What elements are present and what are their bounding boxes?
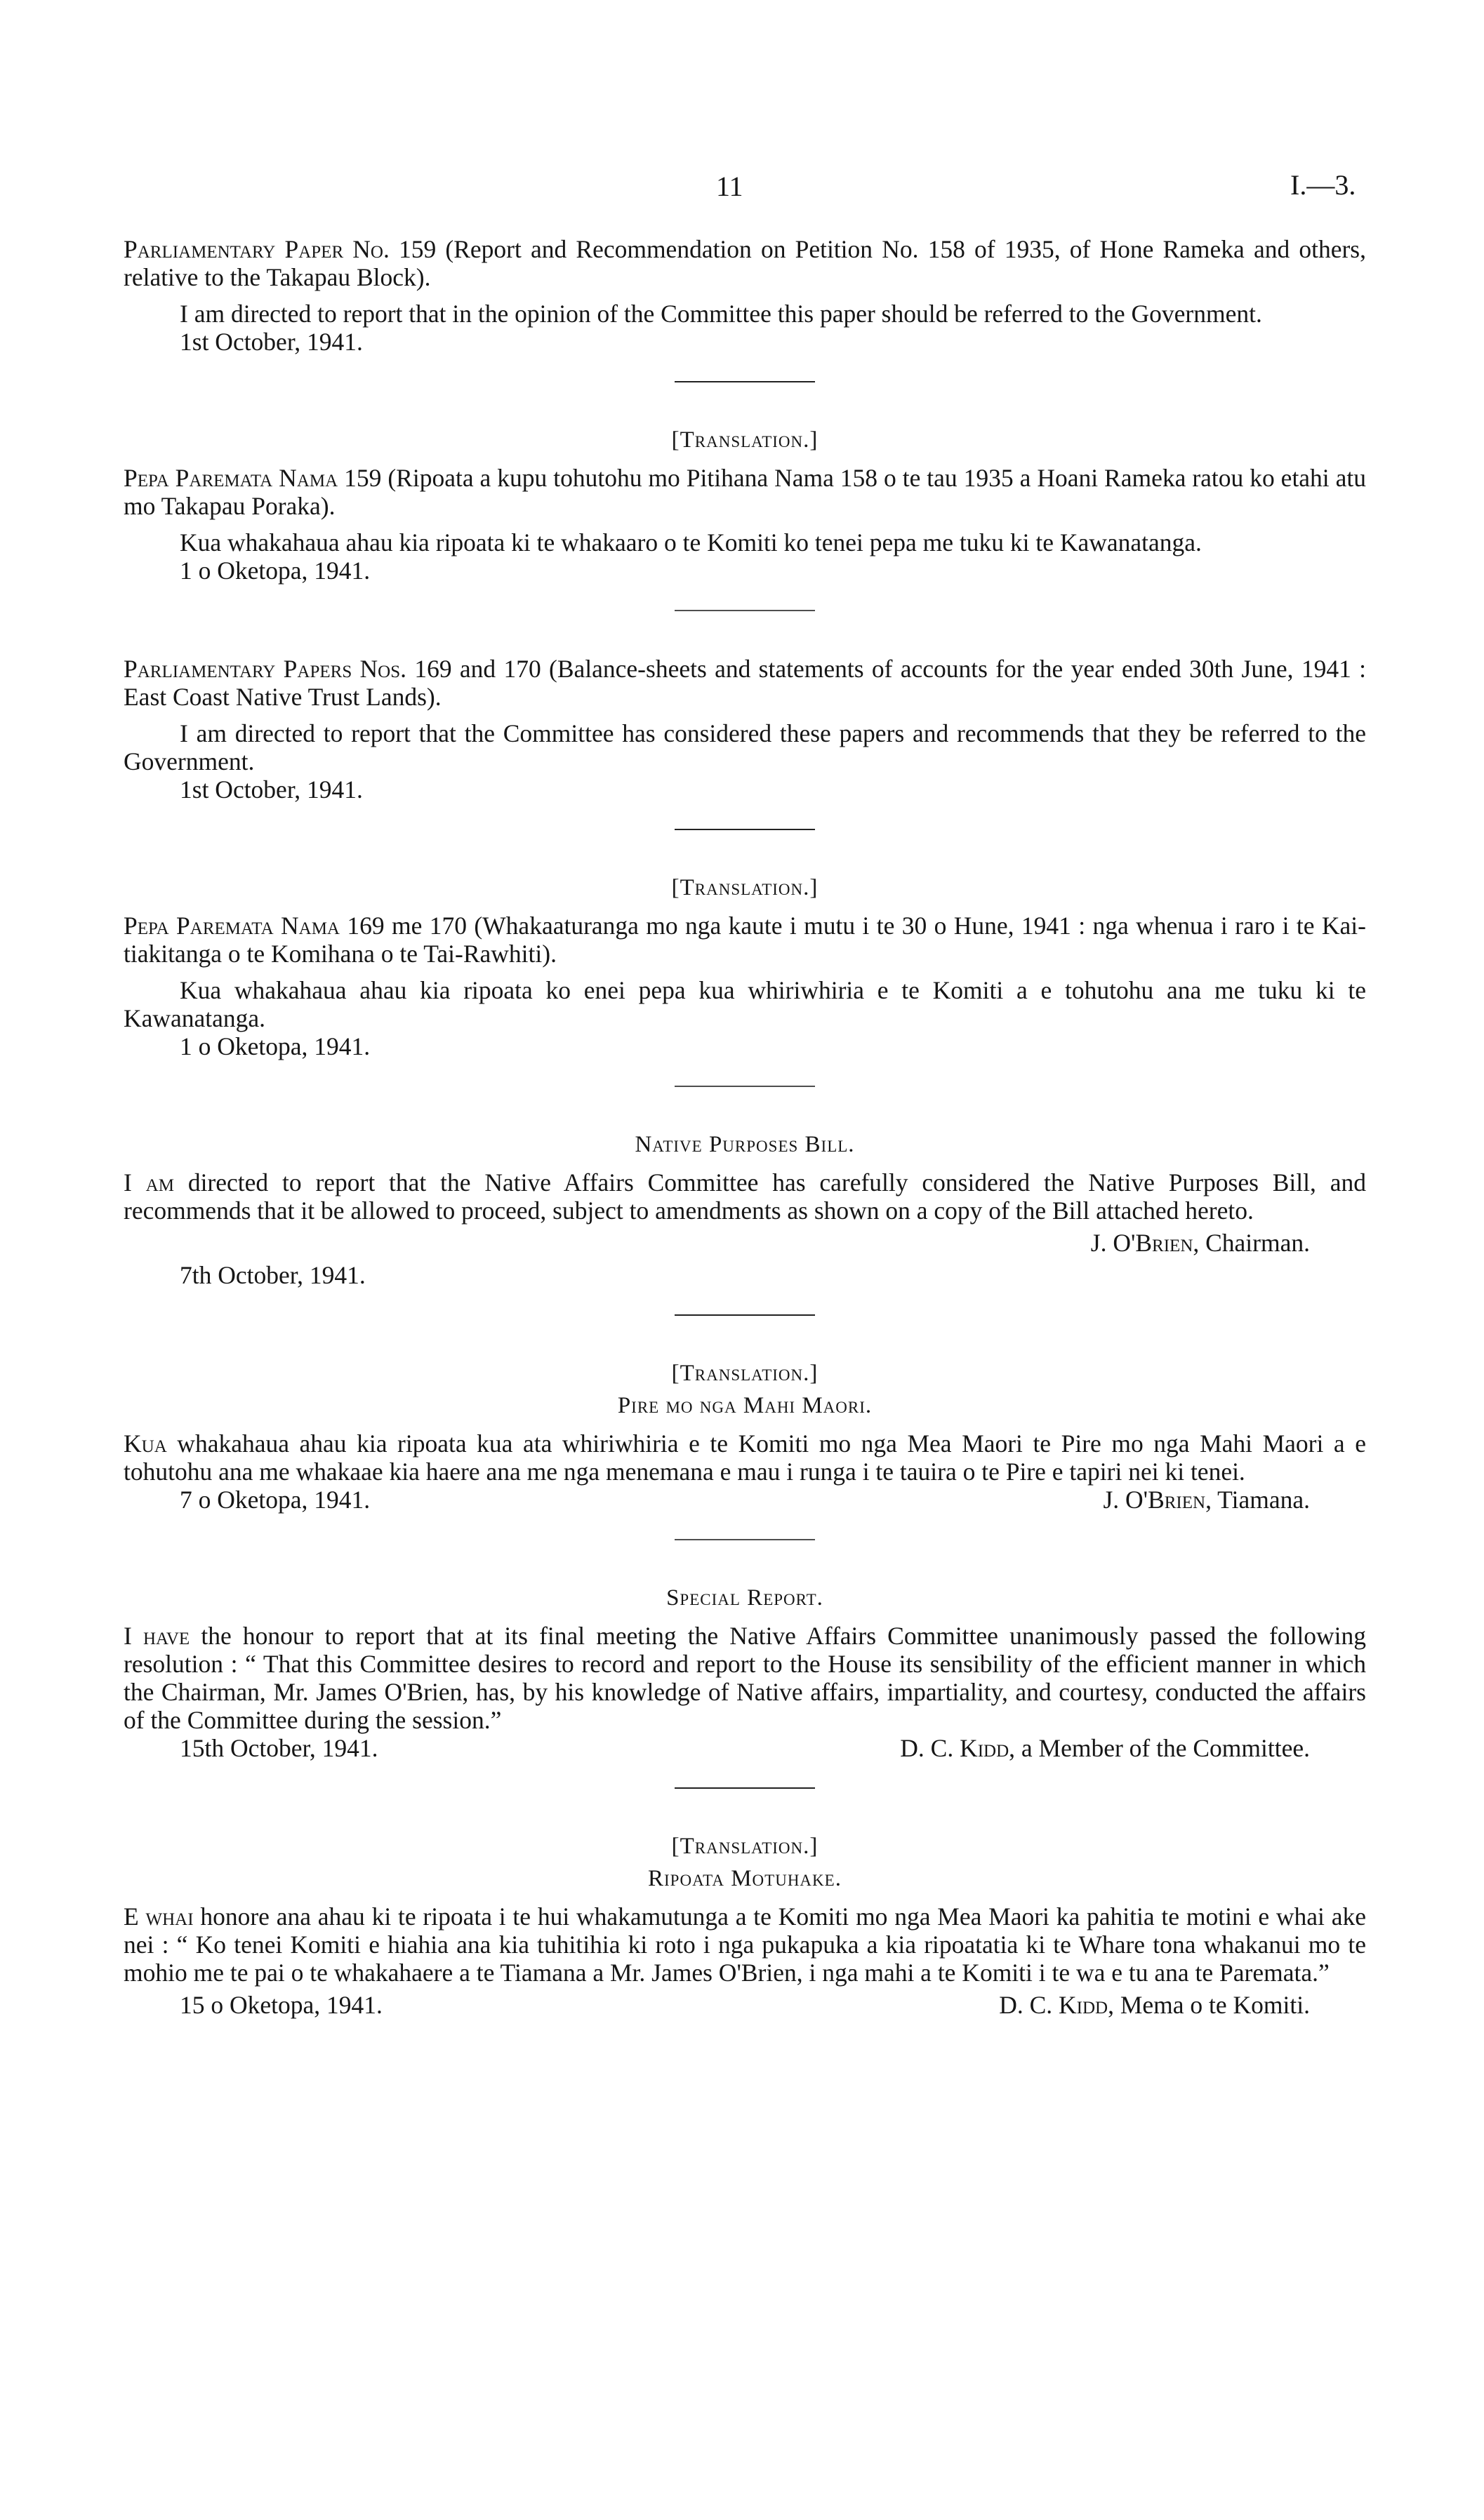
chairman-signature (124, 1229, 1366, 1257)
paper-159-title-translation (124, 464, 1366, 520)
section-paper-159-translation (124, 426, 1366, 585)
papers-169-170-title-translation (124, 912, 1366, 968)
report-date: 1 o Oketopa, 1941. (180, 1032, 371, 1060)
report-date: 15 o Oketopa, 1941. (180, 1991, 383, 2019)
section-divider (675, 610, 815, 611)
report-date: 15th October, 1941. (180, 1734, 378, 1762)
section-papers-169-170-translation (124, 874, 1366, 1060)
report-date: 1st October, 1941. (180, 775, 363, 804)
report-date: 7 o Oketopa, 1941. (180, 1486, 371, 1514)
paragraph-text: directed to report that the Native Affairs Committee has carefully considered the Native Purposes Bill, and recommends that it be allowed to proceed, subject to amendments as shown on a copy of the Bill attached hereto. (124, 1168, 1367, 1225)
report-date: 7th October, 1941. (180, 1261, 366, 1289)
paragraph-text: the honour to report that at its final meeting the Native Affairs Committee unanimously passed the following resolution : “ That this Committee desires to record and report to the House its sensibility of the efficient manner in which the Chairman, Mr. James O'Brien, has, by his knowledge of Native affairs, impartiality, and courtesy, conducted the affairs of the Committee during the session.” (124, 1622, 1366, 1734)
signature-title: Tiamana. (1211, 1486, 1310, 1514)
signature-name: D. C. Kidd, (999, 1991, 1114, 2019)
signature-name: J. O'Brien, (1090, 1229, 1200, 1257)
paper-label: Pepa Paremata Nama (124, 464, 338, 492)
document-body (124, 235, 1366, 2019)
paper-label: Parliamentary Paper No. (124, 235, 390, 263)
report-date: 1 o Oketopa, 1941. (180, 556, 371, 585)
date-signature-line (124, 1991, 1366, 2019)
section-divider (675, 1086, 815, 1087)
paragraph-text: honore ana ahau ki te ripoata i te hui whakamutunga a te Komiti mo nga Mea Maori ka pahitia te motini e whai ake nei : “ Ko tenei Komiti e hiahia ana kia tuhitihia ki roto i nga pukapuka a kia ripoatatia ki te Whare tona whakanui mo te mohio me te pai o te whakahaere a te Tiamana a Mr. James O'Brien, i nga mahi a te Komiti i te wa e tu ana te Paremata.” (124, 1902, 1366, 1987)
member-signature (900, 1734, 1366, 1762)
bill-heading: Native Purposes Bill. (635, 1132, 855, 1157)
papers-169-170-title (124, 655, 1366, 711)
section-special-report (124, 1584, 1366, 1762)
report-paragraph: Kua whakahaua ahau kia ripoata ko enei pepa kua whiriwhiria e te Komiti a e tohutohu ana me tuku ki te Kawanatanga. (124, 976, 1366, 1032)
section-divider (675, 1787, 815, 1789)
section-native-purposes-bill (124, 1131, 1366, 1289)
signature-name: D. C. Kidd, (900, 1734, 1016, 1762)
lead-words: E whai (124, 1902, 194, 1931)
lead-words: Kua (124, 1429, 167, 1458)
special-report-paragraph-translation (124, 1902, 1366, 1987)
signature-title: Chairman. (1199, 1229, 1310, 1257)
special-report-paragraph (124, 1622, 1366, 1734)
lead-words: I have (124, 1622, 190, 1650)
special-report-heading-translation: Ripoata Motuhake. (648, 1866, 842, 1891)
date-signature-line (124, 1734, 1366, 1762)
translation-heading: [Translation.] (671, 1361, 819, 1386)
bill-heading-translation: Pire mo nga Mahi Maori. (617, 1393, 873, 1418)
member-signature (999, 1991, 1366, 2019)
report-date: 1st October, 1941. (180, 328, 363, 356)
paper-159-title (124, 235, 1366, 291)
date-signature-line (124, 1486, 1366, 1514)
bill-report-paragraph (124, 1168, 1366, 1225)
report-paragraph: I am directed to report that in the opinion of the Committee this paper should be referred to the Government. (180, 300, 1262, 328)
section-divider (675, 381, 815, 382)
paragraph-text: whakahaua ahau kia ripoata kua ata whiriwhiria e te Komiti mo nga Mea Maori te Pire mo nga Mahi Maori a e tohutohu ana me whakaae kia haere ana me nga menemana e mau i runga i te tauira o te Pire e tapiri nei ki tenei. (124, 1429, 1366, 1486)
chairman-signature (1103, 1486, 1366, 1514)
translation-heading: [Translation.] (671, 427, 819, 453)
paper-description: 159 (Report and Recommendation on Petition No. 158 of 1935, of Hone Rameka and others, relative to the Takapau Block). (124, 235, 1366, 291)
paper-label: Pepa Paremata Nama (124, 912, 340, 940)
signature-name: J. O'Brien, (1103, 1486, 1212, 1514)
section-papers-169-170 (124, 655, 1366, 804)
lead-words: I am (124, 1168, 174, 1196)
report-paragraph: Kua whakahaua ahau kia ripoata ki te whakaaro o te Komiti ko tenei pepa me tuku ki te Kawanatanga. (180, 528, 1202, 556)
report-paragraph: I am directed to report that the Committee has considered these papers and recommends that they be referred to the Government. (124, 719, 1366, 775)
signature-title: a Member of the Committee. (1015, 1734, 1310, 1762)
paper-description: 159 (Ripoata a kupu tohutohu mo Pitihana Nama 158 o te tau 1935 a Hoani Rameka ratou ko etahi atu mo Takapau Poraka). (124, 464, 1367, 520)
section-divider (675, 829, 815, 830)
translation-heading: [Translation.] (671, 875, 819, 900)
paper-description: 169 and 170 (Balance-sheets and statements of accounts for the year ended 30th June, 1941 : East Coast Native Trust Lands). (124, 655, 1366, 711)
section-divider (675, 1539, 815, 1540)
bill-report-paragraph-translation (124, 1429, 1366, 1486)
paper-description: 169 me 170 (Whakaaturanga mo nga kaute i mutu i te 30 o Hune, 1941 : nga whenua i raro i te Kai-tiakitanga o te Komihana o te Tai-Rawhiti). (124, 912, 1366, 968)
section-divider (675, 1314, 815, 1316)
page-number: 11 (716, 171, 743, 202)
paper-label: Parliamentary Papers Nos. (124, 655, 407, 683)
special-report-heading: Special Report. (666, 1585, 823, 1611)
translation-heading: [Translation.] (671, 1834, 819, 1859)
section-special-report-translation (124, 1832, 1366, 2019)
section-native-purposes-bill-translation (124, 1359, 1366, 1514)
section-paper-159 (124, 235, 1366, 356)
signature-title: Mema o te Komiti. (1113, 1991, 1310, 2019)
document-reference: I.—3. (1290, 169, 1356, 201)
